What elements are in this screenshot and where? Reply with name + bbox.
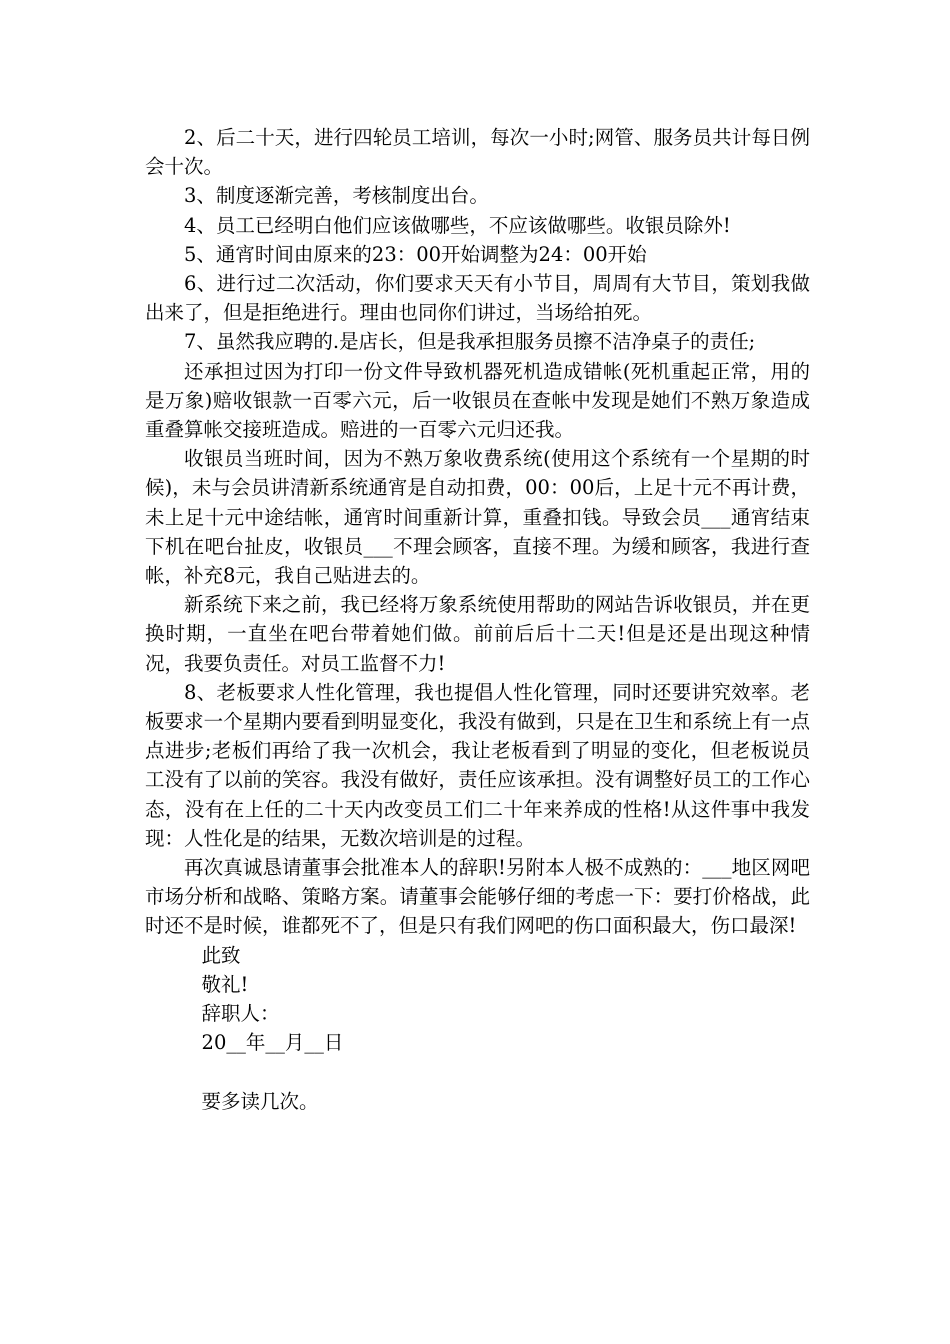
paragraph: 3、制度逐渐完善，考核制度出台。 (184, 184, 489, 208)
blank-line (145, 1058, 810, 1087)
paragraph: 6、进行过二次活动，你们要求天天有小节目，周周有大节目，策划我做出来了，但是拒绝进行。理由也同你们讲过，当场给拍死。 (145, 272, 810, 325)
footer-note: 要多读几次。 (201, 1089, 319, 1113)
paragraph: 7、虽然我应聘的.是店长，但是我承担服务员擦不洁净桌子的责任; (184, 330, 756, 354)
salutation-line-2: 敬礼! (201, 972, 249, 996)
date-line: 20__年__月__日 (201, 1031, 344, 1055)
paragraph: 新系统下来之前，我已经将万象系统使用帮助的网站告诉收银员，并在更换时期，一直坐在吧台带着她们做。前前后后十二天!但是还是出现这种情况，我要负责任。对员工监督不力! (145, 593, 810, 675)
paragraph: 5、通宵时间由原来的23：00开始调整为24：00开始 (184, 242, 647, 266)
signer-label: 辞职人： (201, 1002, 280, 1026)
paragraph: 再次真诚恳请董事会批准本人的辞职!另附本人极不成熟的：___地区网吧市场分析和战略、策略方案。请董事会能够仔细的考虑一下：要打价格战，此时还不是时候，谁都死不了，但是只有我们网吧的伤口面积最大，伤口最深! (145, 856, 810, 938)
paragraph: 2、后二十天，进行四轮员工培训，每次一小时;网管、服务员共计每日例会十次。 (145, 126, 810, 179)
paragraph: 收银员当班时间，因为不熟万象收费系统(使用这个系统有一个星期的时候)，未与会员讲清新系统通宵是自动扣费，00：00后，上足十元不再计费，未上足十元中途结帐，通宵时间重新计算，重叠扣钱。导致会员___通宵结束下机在吧台扯皮，收银员___不理会顾客，直接不理。为缓和顾客，我进行查帐，补充8元，我自己贴进去的。 (145, 447, 810, 588)
paragraph: 8、老板要求人性化管理，我也提倡人性化管理，同时还要讲究效率。老板要求一个星期内要看到明显变化，我没有做到，只是在卫生和系统上有一点点进步;老板们再给了我一次机会，我让老板看到了明显的变化，但老板说员工没有了以前的笑容。我没有做好，责任应该承担。没有调整好员工的工作心态，没有在上任的二十天内改变员工们二十年来养成的性格!从这件事中我发现：人性化是的结果，无数次培训是的过程。 (145, 680, 810, 850)
document-page (145, 123, 810, 1116)
salutation-line-1: 此致 (201, 943, 241, 967)
paragraph: 还承担过因为打印一份文件导致机器死机造成错帐(死机重起正常，用的是万象)赔收银款一百零六元，后一收银员在查帐中发现是她们不熟万象造成重叠算帐交接班造成。赔进的一百零六元归还我。 (145, 359, 810, 442)
paragraph: 4、员工已经明白他们应该做哪些，不应该做哪些。收银员除外! (184, 213, 731, 237)
